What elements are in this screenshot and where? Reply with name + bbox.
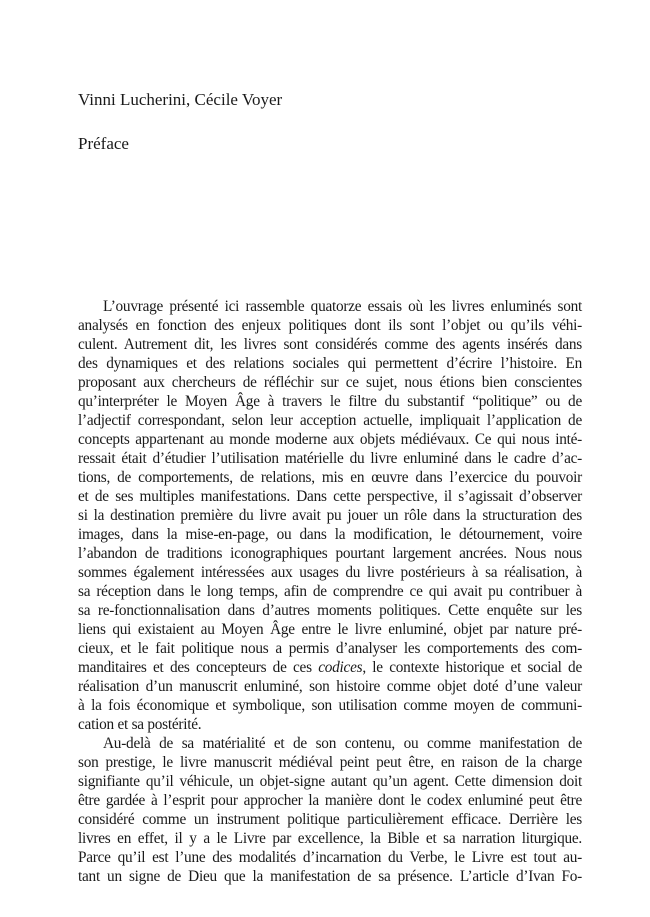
text-line: considéré comme un instrument politique particulièrement efficace. Derrière les: [78, 811, 582, 828]
text-line: analysés en fonction des enjeux politiques dont ils sont l’objet ou qu’ils véhi-: [78, 317, 582, 334]
text-line: cation et sa postérité.: [78, 716, 202, 733]
text-line: être gardée à l’esprit pour approcher la manière dont le codex enluminé peut être: [78, 792, 582, 809]
text-line: si la destination première du livre avait pu jouer un rôle dans la structuration des: [78, 507, 582, 524]
text-line: Parce qu’il est l’une des modalités d’incarnation du Verbe, le Livre est tout au-: [78, 849, 582, 866]
text-line: cieux, et le fait politique nous a permis d’analyser les comportements des com-: [78, 640, 582, 657]
text-line: proposant aux chercheurs de réfléchir sur ce sujet, nous étions bien conscientes: [78, 374, 582, 391]
text-line: des dynamiques et des relations sociales qui permettent d’écrire l’histoire. En: [78, 355, 582, 372]
text-line: réalisation d’un manuscrit enluminé, son histoire comme objet doté d’une valeur: [78, 678, 582, 695]
text-line: l’abandon de traditions iconographiques pourtant largement ancrées. Nous nous: [78, 545, 582, 562]
text-line: à la fois économique et symbolique, son utilisation comme moyen de communi-: [78, 697, 582, 714]
text-line: son prestige, le livre manuscrit médiéval peint peut être, en raison de la charge: [78, 754, 582, 771]
page-title: Préface: [78, 134, 129, 153]
text-line: Au-delà de sa matérialité et de son contenu, ou comme manifestation de: [103, 735, 582, 752]
text-line: qu’interpréter le Moyen Âge à travers le filtre du substantif “politique” ou de: [78, 393, 582, 410]
text-line: signifiante qu’il véhicule, un objet-signe autant qu’un agent. Cette dimension doit: [78, 773, 582, 790]
text-line: et de ses multiples manifestations. Dans cette perspective, il s’agissait d’observer: [78, 488, 582, 505]
text-line: sa re-fonctionnalisation dans d’autres moments politiques. Cette enquête sur les: [78, 602, 582, 619]
text-line: l’adjectif correspondant, selon leur acception actuelle, impliquait l’application de: [78, 412, 582, 429]
text-line: concepts appartenant au monde moderne aux objets médiévaux. Ce qui nous inté-: [78, 431, 582, 448]
text-line: manditaires et des concepteurs de ces codices, le contexte historique et social de: [78, 659, 582, 676]
text-line: culent. Autrement dit, les livres sont considérés comme des agents insérés dans: [78, 336, 582, 353]
text-line: images, dans la mise-en-page, ou dans la modification, le détournement, voire: [78, 526, 582, 543]
text-line: L’ouvrage présenté ici rassemble quatorze essais où les livres enluminés sont: [103, 298, 582, 315]
preface-body: [78, 297, 582, 886]
text-line: livres en effet, il y a le Livre par excellence, la Bible et sa narration liturgique.: [78, 830, 582, 847]
text-line: sommes également intéressées aux usages du livre postérieurs à sa réalisation, à: [78, 564, 582, 581]
text-line: sa réception dans le long temps, afin de comprendre ce qui avait pu contribuer à: [78, 583, 582, 600]
text-line: tant un signe de Dieu que la manifestation de sa présence. L’article d’Ivan Fo-: [78, 868, 582, 885]
text-line: tions, de comportements, de relations, mis en œuvre dans l’exercice du pouvoir: [78, 469, 582, 486]
text-line: ressait était d’étudier l’utilisation matérielle du livre enluminé dans le cadre d’ac-: [78, 450, 582, 467]
author-names: Vinni Lucherini, Cécile Voyer: [78, 90, 283, 109]
text-line: liens qui existaient au Moyen Âge entre le livre enluminé, objet par nature pré-: [78, 621, 582, 638]
